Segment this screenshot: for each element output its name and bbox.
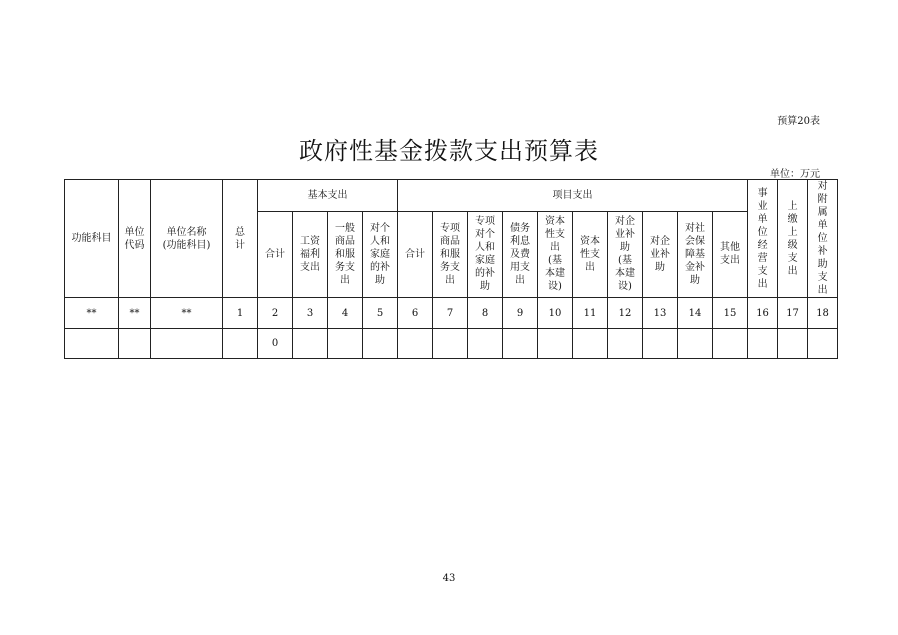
index-cell: 17 — [778, 298, 808, 329]
data-cell — [538, 329, 573, 359]
data-cell — [433, 329, 468, 359]
index-cell: 12 — [608, 298, 643, 329]
header-basic-expense: 基本支出 — [258, 180, 398, 212]
header-basic-sub: 对个 人和 家庭 的补 助 — [363, 211, 398, 297]
index-row — [65, 298, 838, 329]
header-basic-sub: 一般 商品 和服 务支 出 — [328, 211, 363, 297]
header-row-1 — [65, 180, 838, 212]
index-cell: 14 — [678, 298, 713, 329]
data-cell — [643, 329, 678, 359]
index-cell: 13 — [643, 298, 678, 329]
header-subsidiary-subsidy: 对 附 属 单 位 补 助 支 出 — [808, 180, 838, 298]
data-cell — [778, 329, 808, 359]
data-cell — [713, 329, 748, 359]
index-cell: 16 — [748, 298, 778, 329]
page-number: 43 — [442, 573, 456, 584]
header-project-sub: 资本 性支 出 — [573, 211, 608, 297]
header-project-sub: 合计 — [398, 211, 433, 297]
budget-table — [64, 179, 838, 359]
data-row — [65, 329, 838, 359]
data-cell — [808, 329, 838, 359]
index-cell: 9 — [503, 298, 538, 329]
header-unit-code: 单位 代码 — [119, 180, 151, 298]
header-project-sub: 专项 商品 和服 务支 出 — [433, 211, 468, 297]
index-cell: 5 — [363, 298, 398, 329]
data-cell — [65, 329, 119, 359]
page-title: 政府性基金拨款支出预算表 — [299, 137, 599, 165]
header-basic-sub: 工资 福利 支出 — [293, 211, 328, 297]
data-cell — [503, 329, 538, 359]
table-number: 预算20表 — [777, 116, 820, 127]
index-cell: 11 — [573, 298, 608, 329]
index-cell: 15 — [713, 298, 748, 329]
header-unit-name: 单位名称 (功能科目) — [151, 180, 223, 298]
data-cell — [608, 329, 643, 359]
index-cell: 2 — [258, 298, 293, 329]
index-cell: ** — [119, 298, 151, 329]
data-cell — [151, 329, 223, 359]
data-cell — [678, 329, 713, 359]
index-cell: 3 — [293, 298, 328, 329]
data-cell — [748, 329, 778, 359]
data-cell — [363, 329, 398, 359]
data-cell: 0 — [258, 329, 293, 359]
data-cell — [119, 329, 151, 359]
header-project-sub: 其他 支出 — [713, 211, 748, 297]
index-cell: 10 — [538, 298, 573, 329]
header-project-sub: 对社 会保 障基 金补 助 — [678, 211, 713, 297]
data-cell — [468, 329, 503, 359]
data-cell — [573, 329, 608, 359]
header-project-sub: 对企 业补 助 — [643, 211, 678, 297]
index-cell: 18 — [808, 298, 838, 329]
data-cell — [328, 329, 363, 359]
header-func-subject: 功能科目 — [65, 180, 119, 298]
index-cell: ** — [151, 298, 223, 329]
data-cell — [223, 329, 258, 359]
index-cell: 1 — [223, 298, 258, 329]
data-cell — [398, 329, 433, 359]
data-cell — [293, 329, 328, 359]
header-business-expense: 事 业 单 位 经 营 支 出 — [748, 180, 778, 298]
header-basic-sub: 合计 — [258, 211, 293, 297]
header-project-sub: 专项 对个 人和 家庭 的补 助 — [468, 211, 503, 297]
header-total: 总 计 — [223, 180, 258, 298]
header-remit-superior: 上 缴 上 级 支 出 — [778, 180, 808, 298]
index-cell: 6 — [398, 298, 433, 329]
header-project-expense: 项目支出 — [398, 180, 748, 212]
index-cell: ** — [65, 298, 119, 329]
index-cell: 7 — [433, 298, 468, 329]
index-cell: 4 — [328, 298, 363, 329]
header-project-sub: 资本 性支 出 (基 本建 设) — [538, 211, 573, 297]
unit-label: 单位：万元 — [770, 169, 820, 180]
index-cell: 8 — [468, 298, 503, 329]
header-project-sub: 对企 业补 助 (基 本建 设) — [608, 211, 643, 297]
header-project-sub: 债务 利息 及费 用支 出 — [503, 211, 538, 297]
